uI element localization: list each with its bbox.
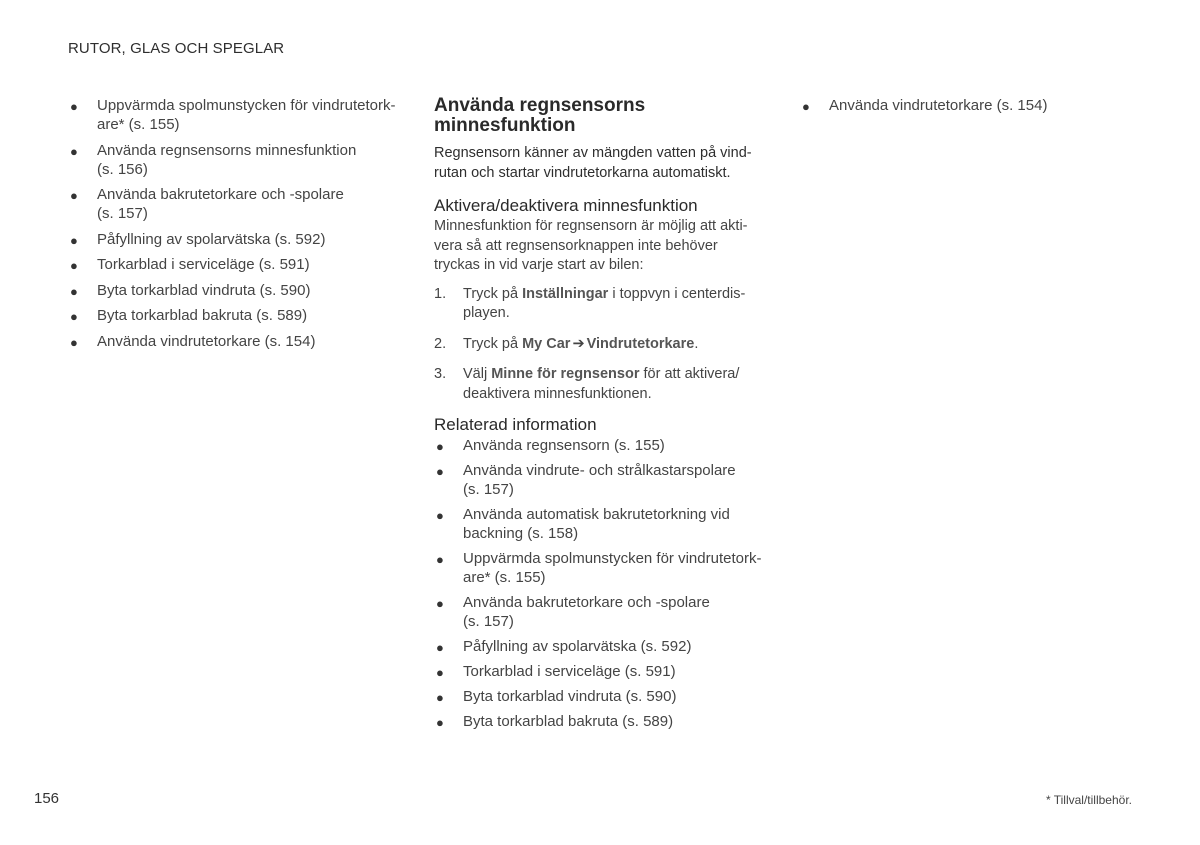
step-item: 1. Tryck på Inställningar i toppvyn i centerdis- playen. [434, 285, 746, 321]
bullet-icon: ● [70, 99, 78, 114]
footnote: * Tillval/tillbehör. [1045, 793, 1132, 807]
bullet-icon: ● [436, 690, 444, 705]
ui-label-installningar: Inställningar [522, 285, 609, 302]
list-item[interactable]: ● Uppvärmda spolmunstycken för vindrutetork- are* (s. 155) [436, 550, 762, 586]
column-left [68, 96, 408, 357]
steps-list [434, 285, 774, 405]
bullet-icon: ● [436, 715, 444, 730]
list-item[interactable]: ● Använda automatisk bakrutetorkning vid backning (s. 158) [436, 506, 730, 542]
bullet-icon: ● [802, 99, 810, 114]
bullet-icon: ● [70, 258, 78, 273]
step-item: 3. Välj Minne för regnsensor för att aktivera/ deaktivera minnesfunktionen. [434, 366, 740, 402]
page-number: 156 [34, 790, 60, 807]
section-body: Minnesfunktion för regnsensorn är möjlig att akti- vera så att regnsensorknappen inte behöver tryckas in vid varje start av bilen: [434, 218, 748, 273]
bullet-icon: ● [436, 665, 444, 680]
bullet-icon: ● [436, 464, 444, 479]
running-head: RUTOR, GLAS OCH SPEGLAR [68, 40, 285, 57]
arrow-right-icon: ➔ [572, 335, 585, 352]
list-item[interactable]: ● Byta torkarblad bakruta (s. 589) [436, 713, 674, 730]
list-item[interactable]: ● Använda vindrute- och strålkastarspolare (s. 157) [436, 462, 736, 498]
list-item[interactable]: ● Använda bakrutetorkare och -spolare (s. 157) [436, 594, 710, 630]
list-item[interactable]: ● Byta torkarblad bakruta (s. 589) [70, 307, 308, 324]
list-item[interactable]: ● Byta torkarblad vindruta (s. 590) [436, 688, 677, 705]
list-item[interactable]: ● Påfyllning av spolarvätska (s. 592) [436, 638, 692, 655]
list-item[interactable]: ● Använda regnsensorn (s. 155) [436, 437, 665, 454]
list-item[interactable]: ● Byta torkarblad vindruta (s. 590) [70, 281, 311, 299]
subheading-activate: Aktivera/deaktivera minnesfunktion [434, 196, 698, 215]
list-item[interactable]: ● Använda vindrutetorkare (s. 154) [802, 97, 1048, 114]
bullet-icon: ● [70, 309, 78, 324]
column-middle [434, 96, 774, 737]
bullet-icon: ● [436, 439, 444, 454]
list-item[interactable]: ● Påfyllning av spolarvätska (s. 592) [70, 230, 326, 248]
right-related-list [800, 96, 1140, 115]
left-related-list [68, 96, 408, 351]
related-heading: Relaterad information [434, 415, 597, 434]
ui-label-minne-for-regnsensor: Minne för regnsensor [491, 366, 640, 382]
bullet-icon: ● [436, 552, 444, 567]
section-intro: Regnsensorn känner av mängden vatten på vind- rutan och startar vindrutetorkarna automatiskt. [434, 145, 752, 181]
list-item[interactable]: ● Använda regnsensorns minnesfunktion (s. 156) [70, 141, 357, 178]
section-title: Använda regnsensorns minnesfunktion [434, 95, 646, 136]
list-item[interactable]: ● Använda bakrutetorkare och -spolare (s. 157) [70, 186, 344, 222]
ui-label-my-car: My Car [522, 335, 571, 352]
column-right [800, 96, 1140, 122]
bullet-icon: ● [436, 596, 444, 611]
bullet-icon: ● [70, 232, 78, 248]
bullet-icon: ● [436, 640, 444, 655]
bullet-icon: ● [70, 143, 78, 159]
list-item[interactable]: ● Torkarblad i serviceläge (s. 591) [436, 663, 676, 680]
list-item[interactable]: ● Torkarblad i serviceläge (s. 591) [70, 256, 310, 273]
related-list [434, 436, 774, 731]
bullet-icon: ● [70, 188, 78, 203]
list-item[interactable]: ● Använda vindrutetorkare (s. 154) [70, 332, 316, 350]
ui-label-vindrutetorkare: Vindrutetorkare [586, 335, 695, 352]
bullet-icon: ● [436, 508, 444, 523]
bullet-icon: ● [70, 334, 78, 350]
list-item[interactable]: ● Uppvärmda spolmunstycken för vindrutetork- are* (s. 155) [70, 97, 396, 133]
bullet-icon: ● [70, 283, 78, 299]
step-item: 2. Tryck på My Car ➔ Vindrutetorkare. [434, 335, 699, 352]
